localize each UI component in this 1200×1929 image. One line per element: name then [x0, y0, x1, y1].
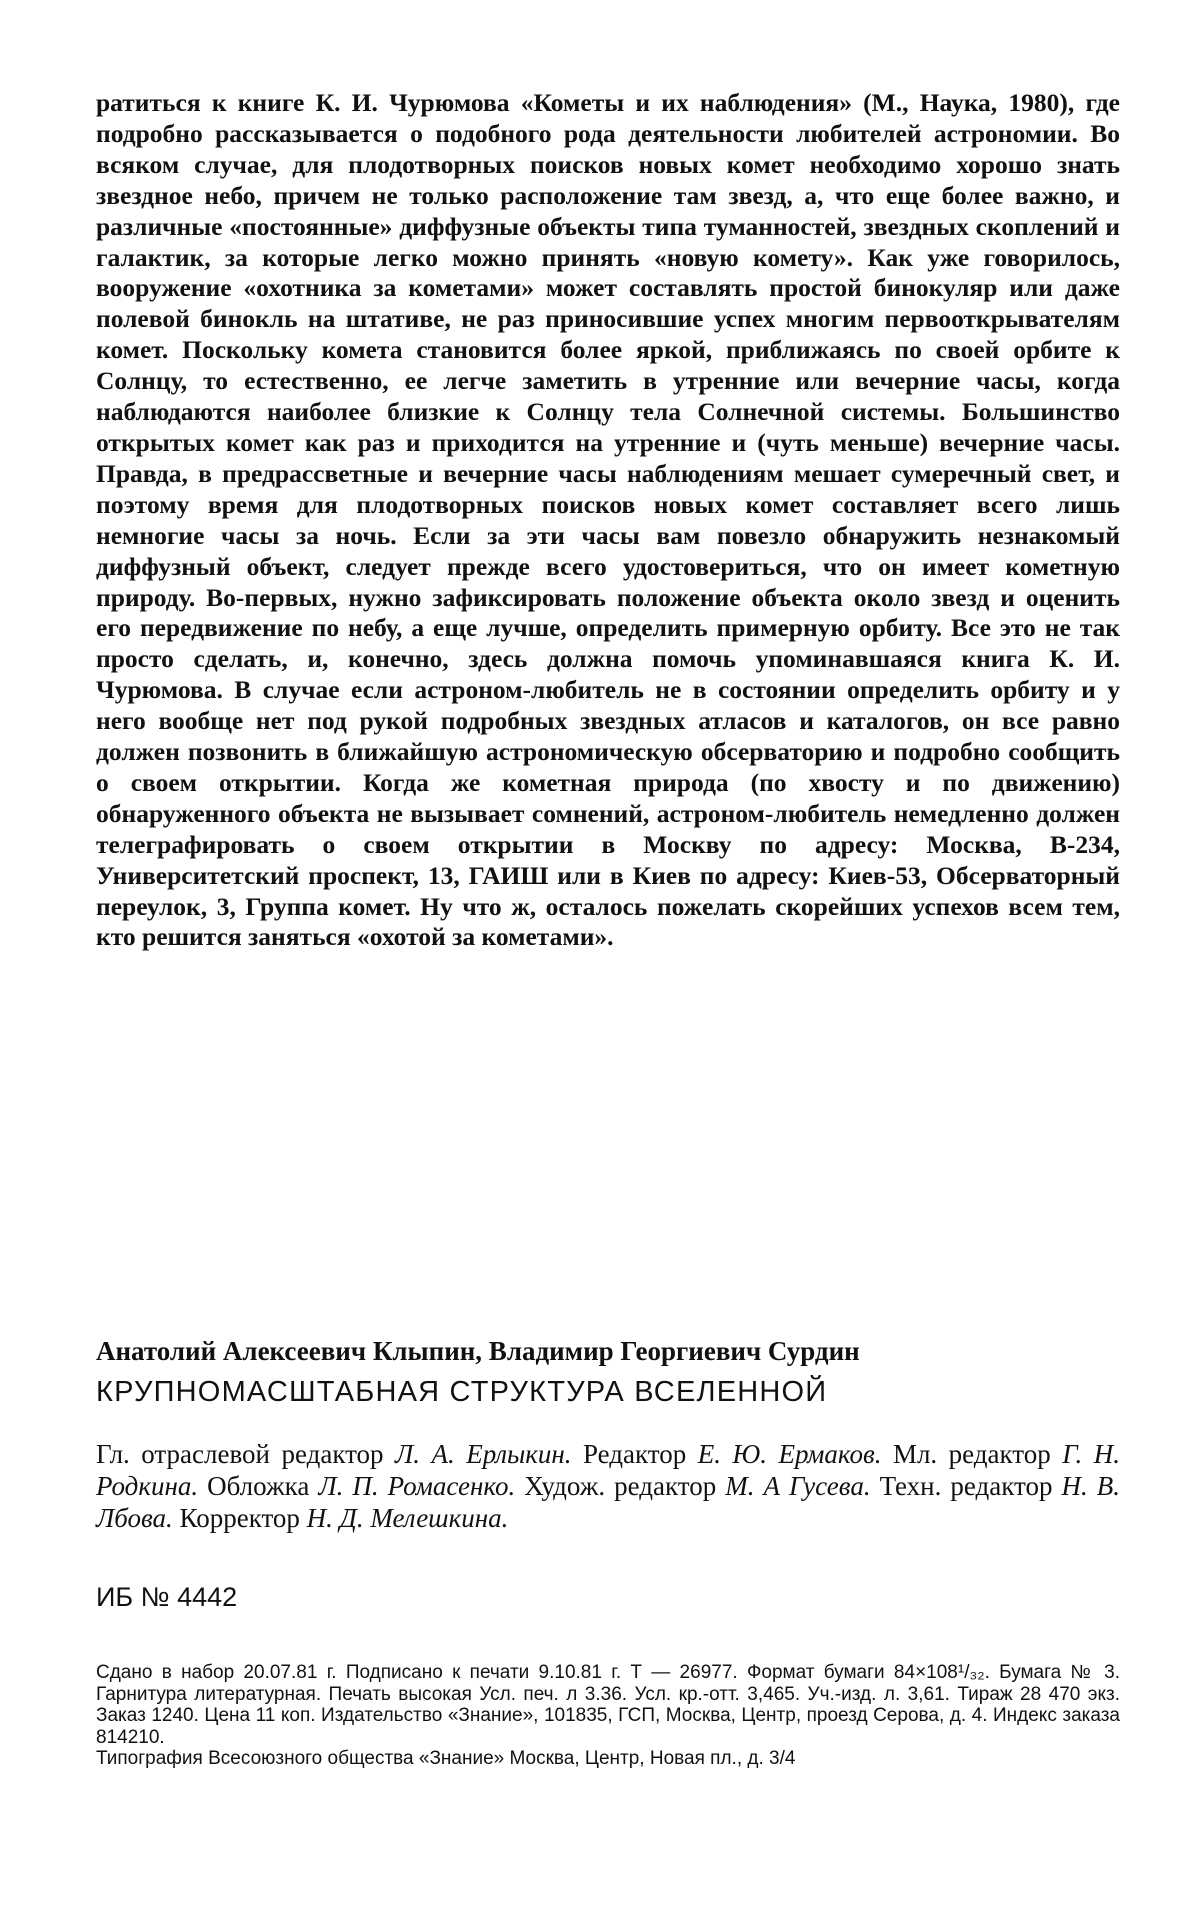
editor-name: Н. Д. Мелешкина. [306, 1503, 509, 1533]
editor-role: Техн. редактор [870, 1471, 1062, 1501]
colophon-authors: Анатолий Алексеевич Клыпин, Владимир Георгиевич Сурдин [96, 1336, 860, 1366]
editor-role: Корректор [172, 1503, 307, 1533]
body-paragraph: ратиться к книге К. И. Чурюмова «Кометы и их наблюдения» (М., Наука, 1980), где подробно рассказывается о подобного рода деятельности любителей астрономии. Во всяком случае, для плодотворных поисков новых комет необходимо хорошо знать звездное небо, причем не только расположение там звезд, а, что еще более важно, и различные «постоянные» диффузные объекты типа туманностей, звездных скоплений и галактик, за которые легко можно принять «новую комету». Как уже говорилось, вооружение «охотника за кометами» может составлять простой бинокуляр или даже полевой бинокль на штативе, не раз приносившие успех многим первооткрывателям комет. Поскольку комета становится более яркой, приближаясь по своей орбите к Солнцу, то естественно, ее легче заметить в утренние или вечерние часы, когда наблюдаются наиболее близкие к Солнцу тела Солнечной системы. Большинство открытых комет как раз и приходится на утренние и (чуть меньше) вечерние часы. Правда, в предрассветные и вечерние часы наблюдениям мешает сумеречный свет, и поэтому время для плодотворных поисков новых комет составляет всего лишь немногие часы за ночь. Если за эти часы вам повезло обнаружить незнакомый диффузный объект, следует прежде всего удостовериться, что он имеет кометную природу. Во-первых, нужно зафиксировать положение объекта около звезд и оценить его передвижение по небу, а еще лучше, определить примерную орбиту. Все это не так просто сделать, и, конечно, здесь должна помочь упоминавшаяся книга К. И. Чурюмова. В случае если астроном-любитель не в состоянии определить орбиту и у него вообще нет под рукой подробных звездных атласов и каталогов, он все равно должен позвонить в ближайшую астрономическую обсерваторию и подробно сообщить о своем открытии. Когда же кометная природа (по хвосту и по движению) обнаруженного объекта не вызывает сомнений, астроном-любитель немедленно должен телеграфировать о своем открытии в Москву по адресу: Москва, В-234, Университетский проспект, 13, ГАИШ или в Киев по адресу: Киев-53, Обсерваторный переулок, 3, Группа комет. Ну что ж, осталось пожелать скорейших успехов всем тем, кто решится заняться «охотой за кометами». [96, 88, 1120, 952]
editor-role: Гл. отраслевой редактор [96, 1439, 395, 1469]
imprint-details: Сдано в набор 20.07.81 г. Подписано к печати 9.10.81 г. Т — 26977. Формат бумаги 84×108¹/₃₂. Бумага № 3. Гарнитура литературная. Печать высокая Усл. печ. л 3.36. Усл. кр.-отт. 3,465. Уч.-изд. л. 3,61. Тираж 28 470 экз. Заказ 1240. Цена 11 коп. Издательство «Знание», 101835, ГСП, Москва, Центр, проезд Серова, д. 4. Индекс заказа 814210. [96, 1662, 1120, 1748]
editor-role: Обложка [198, 1471, 319, 1501]
editor-name: Г. Н. Родкина. [96, 1439, 1120, 1501]
editor-name: Л. П. Ромасенко. [318, 1471, 516, 1501]
imprint-block [96, 1662, 1120, 1770]
colophon-editors [96, 1438, 1120, 1534]
ib-number: ИБ № 4442 [96, 1582, 238, 1612]
editor-name: Н. В. Лбова. [96, 1471, 1120, 1533]
editor-role: Редактор [571, 1439, 698, 1469]
editor-role: Худож. редактор [515, 1471, 726, 1501]
page [96, 88, 1120, 953]
printer-line: Типография Всесоюзного общества «Знание» Москва, Центр, Новая пл., д. 3/4 [96, 1748, 796, 1769]
colophon-book-title: КРУПНОМАСШТАБНАЯ СТРУКТУРА ВСЕЛЕННОЙ [96, 1376, 828, 1408]
editor-name: М. А Гусева. [725, 1471, 871, 1501]
editor-name: Л. А. Ерлыкин. [395, 1439, 572, 1469]
editor-role: Мл. редактор [881, 1439, 1063, 1469]
editor-name: Е. Ю. Ермаков. [697, 1439, 882, 1469]
